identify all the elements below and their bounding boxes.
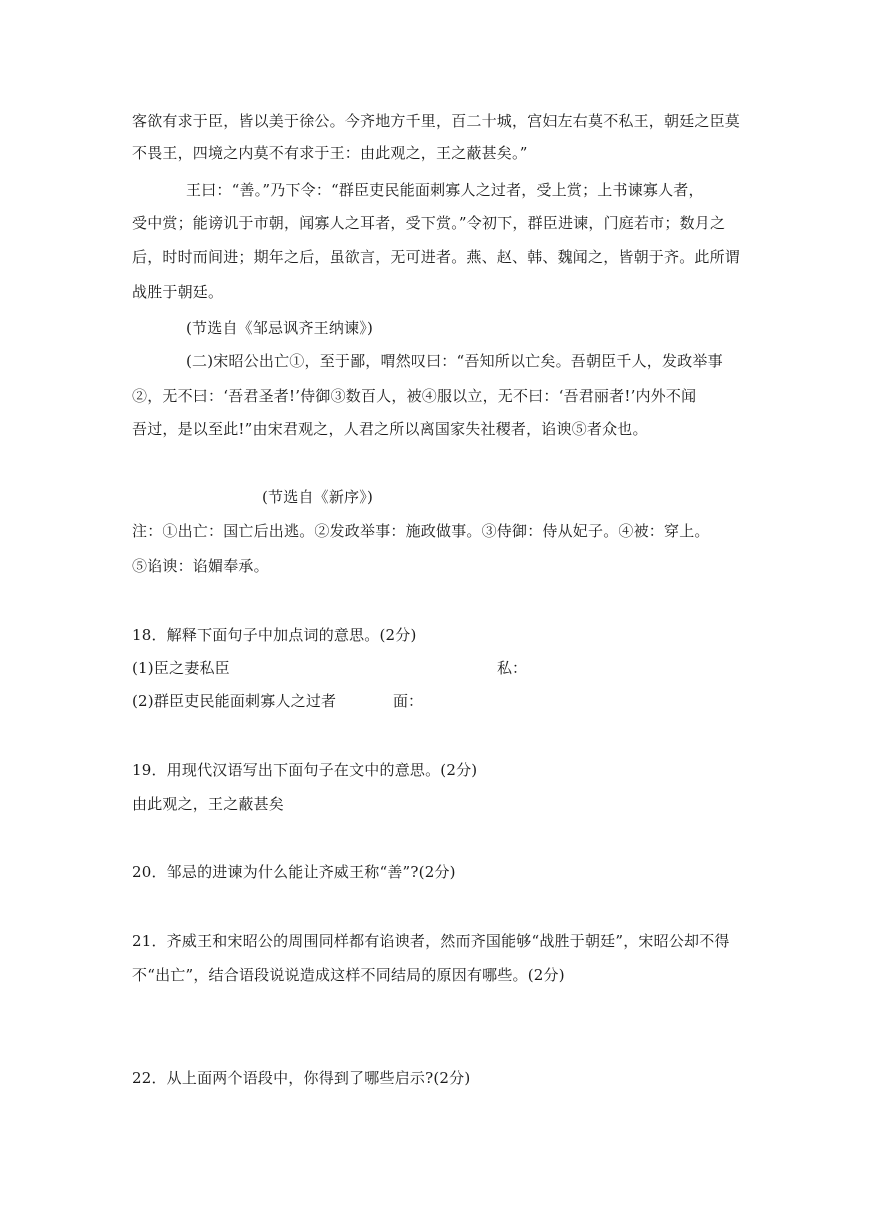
question-21-line-1: 21．齐威王和宋昭公的周围同样都有谄谀者，然而齐国能够“战胜于朝廷”，宋昭公却不得: [132, 932, 730, 950]
passage2-citation: (节选自《新序》): [262, 488, 374, 506]
question-21-line-2: 不“出亡”，结合语段说说造成这样不同结局的原因有哪些。(2分): [132, 966, 565, 984]
question-18-title: 18．解释下面句子中加点词的意思。(2分): [132, 626, 417, 644]
passage1-line-3: 王曰：“善。”乃下令：“群臣吏民能面刺寡人之过者，受上赏；上书谏寡人者，: [186, 181, 704, 199]
passage2-notes-line-2: ⑤谄谀：谄媚奉承。: [132, 557, 269, 575]
passage1-citation: (节选自《邹忌讽齐王纳谏》): [186, 319, 374, 337]
passage2-notes-line-1: 注：①出亡：国亡后出逃。②发政举事：施政做事。③侍御：侍从妃子。④被：穿上。: [132, 522, 710, 540]
question-20-title: 20．邹忌的进谏为什么能让齐威王称“善”?(2分): [132, 863, 456, 881]
passage1-line-4: 受中赏；能谤讥于市朝，闻寡人之耳者，受下赏。”令初下，群臣进谏，门庭若市；数月之: [132, 214, 726, 232]
question-22-title: 22．从上面两个语段中，你得到了哪些启示?(2分): [132, 1069, 471, 1087]
passage2-line-1: (二)宋昭公出亡①，至于鄙，喟然叹曰：“吾知所以亡矣。吾朝臣千人，发政举事: [186, 352, 723, 370]
passage2-line-2: ②，无不曰：‘吾君圣者!’侍御③数百人，被④服以立，无不曰：‘吾君丽者!’内外不闻: [132, 387, 697, 405]
passage1-line-1: 客欲有求于臣，皆以美于徐公。今齐地方千里，百二十城，宫妇左右莫不私王，朝廷之臣莫: [132, 112, 741, 130]
question-18-item-2: (2)群臣吏民能面刺寡人之过者: [132, 692, 337, 710]
passage1-line-6: 战胜于朝廷。: [132, 283, 224, 301]
passage2-line-3: 吾过，是以至此!”由宋君观之，人君之所以离国家失社稷者，谄谀⑤者众也。: [132, 420, 648, 438]
question-19-title: 19．用现代汉语写出下面句子在文中的意思。(2分): [132, 761, 478, 779]
passage1-line-5: 后，时时而间进；期年之后，虽欲言，无可进者。燕、赵、韩、魏闻之，皆朝于齐。此所谓: [132, 248, 741, 266]
passage1-line-2: 不畏王，四境之内莫不有求于王：由此观之，王之蔽甚矣。”: [132, 144, 528, 162]
question-18-item-1: (1)臣之妻私臣: [132, 659, 230, 677]
question-18-item-1-answer-label: 私：: [497, 659, 528, 677]
question-19-sentence: 由此观之，王之蔽甚矣: [132, 795, 285, 813]
question-18-item-2-answer-label: 面：: [393, 692, 424, 710]
